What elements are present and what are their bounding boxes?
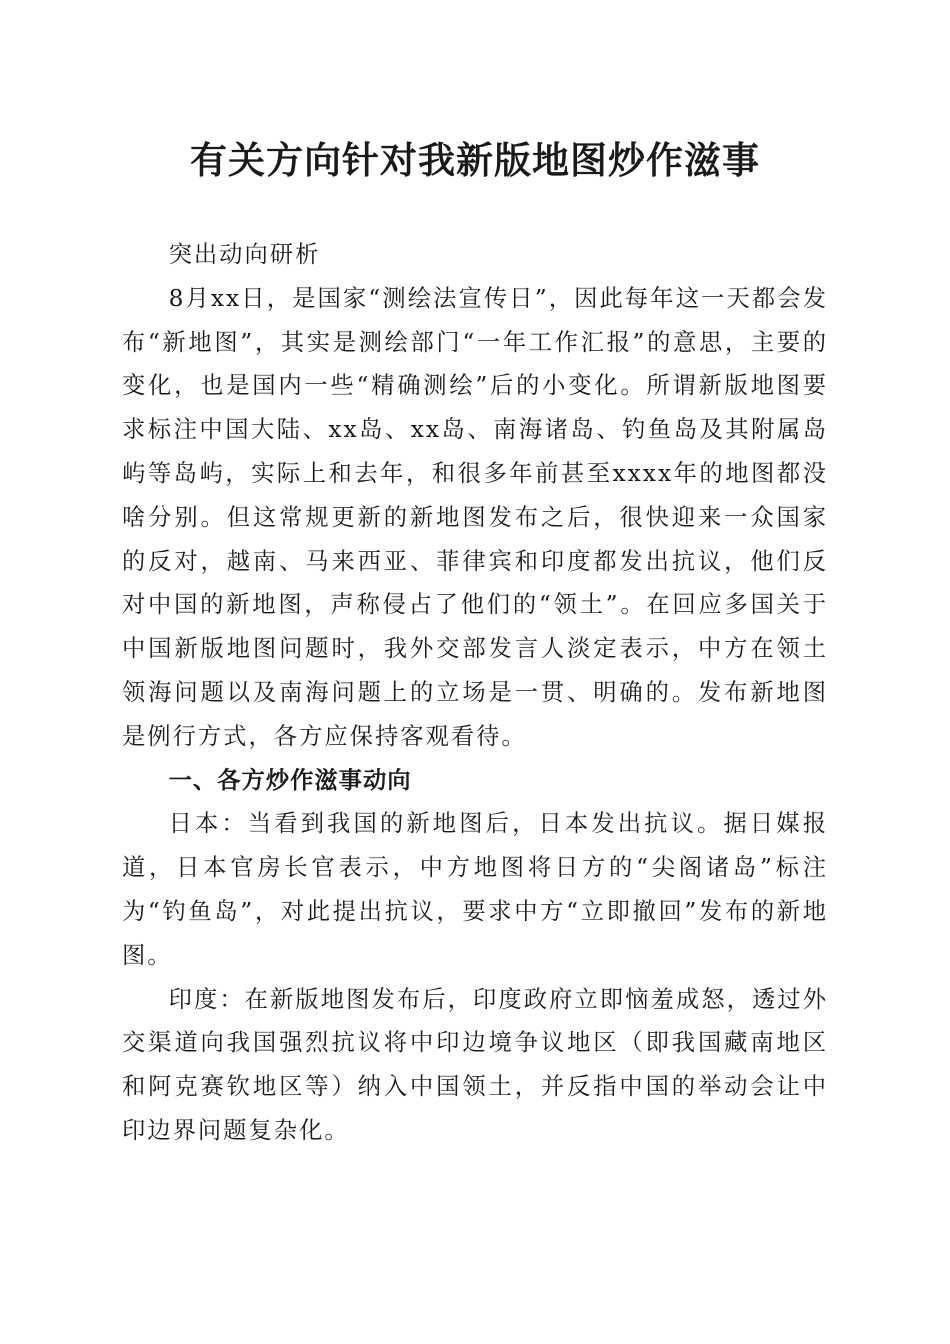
page-title: 有关方向针对我新版地图炒作滋事 [190,138,760,182]
paragraph-india: 印度：在新版地图发布后，印度政府立即恼羞成怒，透过外交渠道向我国强烈抗议将中印边境争议地区（即我国藏南地区和阿克赛钦地区等）纳入中国领土，并反指中国的举动会让中印边界问题复杂化。 [122,985,828,1144]
paragraph-overview: 8月xx日，是国家“测绘法宣传日”，因此每年这一天都会发布“新地图”，其实是测绘部门“一年工作汇报”的意思，主要的变化，也是国内一些“精确测绘”后的小变化。所谓新版地图要求标注中国大陆、xx岛、xx岛、南海诸岛、钓鱼岛及其附属岛屿等岛屿，实际上和去年，和很多年前甚至xxxx年的地图都没啥分别。但这常规更新的新地图发布之后，很快迎来一众国家的反对，越南、马来西亚、菲律宾和印度都发出抗议，他们反对中国的新地图，声称侵占了他们的“领土”。在回应多国关于中国新版地图问题时，我外交部发言人淡定表示，中方在领土领海问题以及南海问题上的立场是一贯、明确的。发布新地图是例行方式，各方应保持客观看待。 [122,284,828,750]
paragraph-japan: 日本：当看到我国的新地图后，日本发出抗议。据日媒报道，日本官房长官表示，中方地图将日方的“尖阁诸岛”标注为“钓鱼岛”，对此提出抗议，要求中方“立即撤回”发布的新地图。 [122,810,828,969]
section-heading: 一、各方炒作滋事动向 [168,766,412,794]
intro-label: 突出动向研析 [168,241,321,268]
document-body [122,233,828,1153]
